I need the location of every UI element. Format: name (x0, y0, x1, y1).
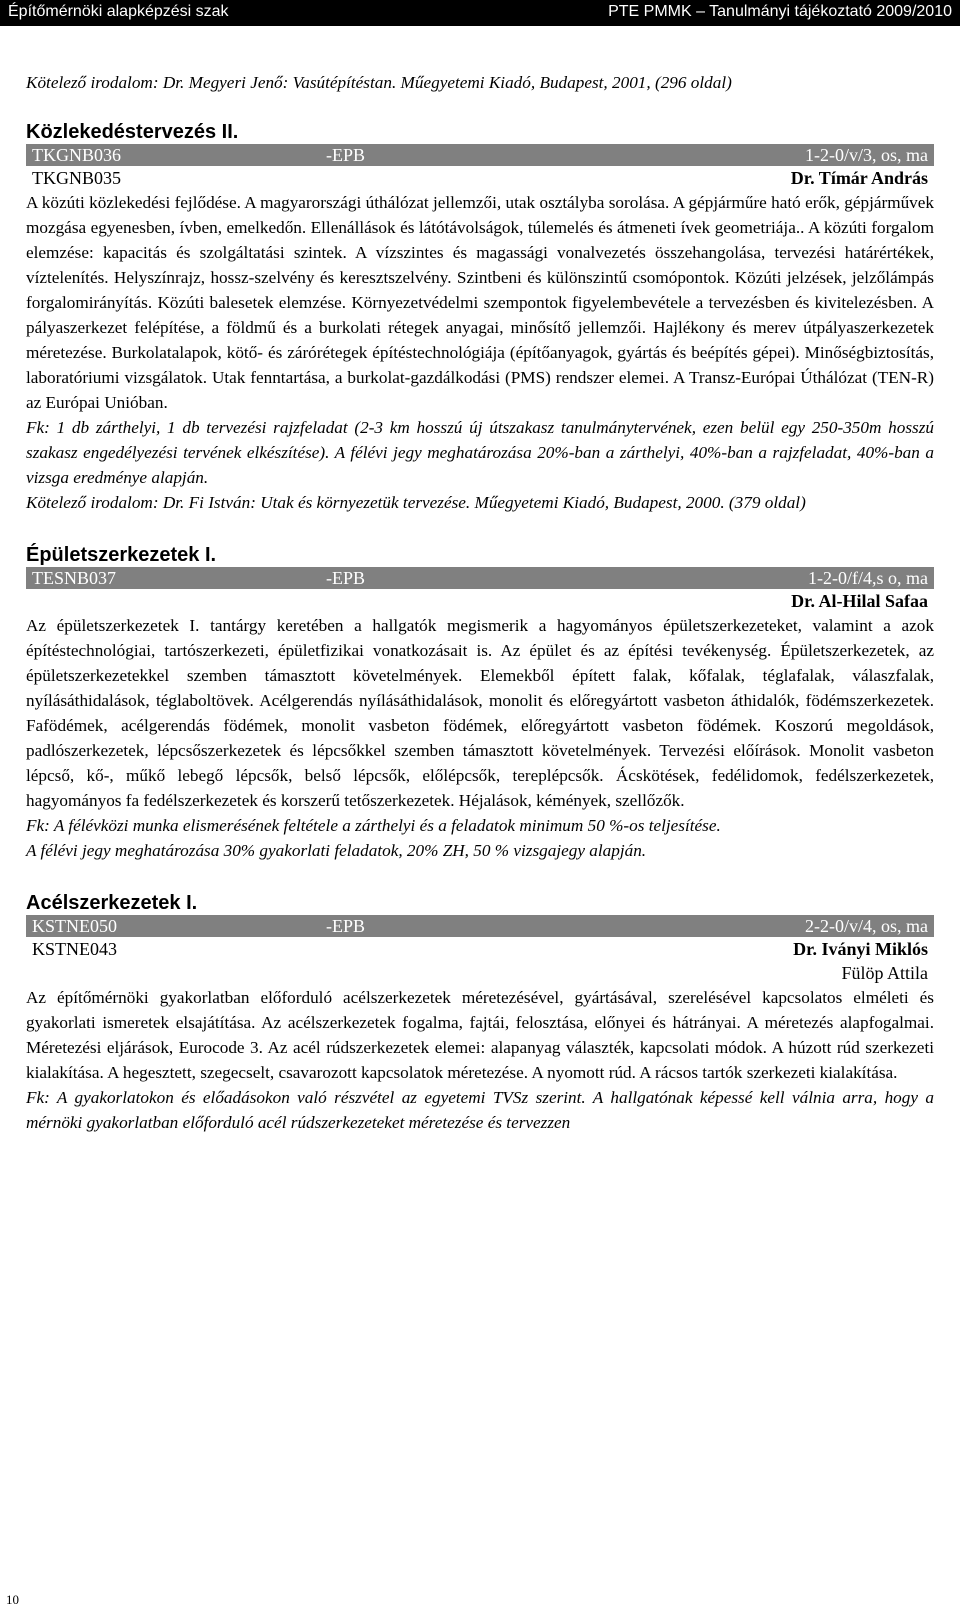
page-header (0, 0, 960, 26)
course-department: -EPB (326, 568, 366, 588)
course-code: KSTNE050 (32, 916, 117, 936)
course-department: -EPB (326, 916, 366, 936)
course-code-bar (26, 915, 934, 937)
course-required-reading: Kötelező irodalom: Dr. Fi István: Utak és környezetük tervezése. Műegyetemi Kiadó, Budapest, 2000. (379 oldal) (26, 493, 806, 512)
course-title: Épületszerkezetek I. (26, 544, 217, 566)
course-title: Közlekedéstervezés II. (26, 121, 239, 143)
course-sub-row-2 (26, 961, 934, 985)
course-description: Az épületszerkezetek I. tantárgy keretében a hallgatók megismerik a hagyományos épületszerkezeteket, valamint a azok építéstechnológiai, tartószerkezeti, épületfizikai vonatkozásait is. Az épület és az építési tevékenység. Épületszerkezetek, az épületszerkezetekkel szemben támasztott követelmények. Elemekből épített falak, kőfalak, téglafalak, válaszfalak, nyílásáthidalások, téglaboltövek. Acélgerendás nyílásáthidalások, monolit és előregyártott vasbeton áthidalók, födémszerkezetek. Fafödémek, acélgerendás födémek, monolit vasbeton födémek, előregyártott vasbeton födémek. Koszorú megoldások, padlószerkezetek, lépcsőszerkezetek és lépcsőkkel szemben támasztott követelmények. Tervezési előírások. Monolit vasbeton lépcső, kő-, műkő lebegő lépcsők, belső lépcsők, előlépcsők, tereplépcsők. Ácskötések, fedélidomok, fedélszerkezetek, hagyományos fa fedélszerkezetek és korszerű tetőszerkezetek. Héjalások, kémények, szellőzők. (26, 616, 934, 810)
course-credits: 1-2-0/v/3, os, ma (805, 145, 928, 165)
course-requirements: Fk: 1 db zárthelyi, 1 db tervezési rajzfeladat (2-3 km hosszú új útszakasz tanulmánytervének, ezen belül egy 250-350m hosszú szakasz engedélyezési tervének elkészítése). A félévi jegy meghatározása 20%-ban a zárthelyi, 40%-ban a rajzfeladat, 40%-ban a vizsga eredménye alapján. (26, 418, 934, 487)
course-grading: A félévi jegy meghatározása 30% gyakorlati feladatok, 20% ZH, 50 % vizsgajegy alapján. (26, 841, 647, 860)
header-publication: PTE PMMK – Tanulmányi tájékoztató 2009/2010 (608, 3, 952, 20)
course-code: TESNB037 (32, 568, 117, 588)
course-code-bar (26, 567, 934, 589)
course-acelszerkezetek (0, 891, 960, 1135)
course-credits: 2-2-0/v/4, os, ma (805, 916, 928, 936)
course-kozlekedestervezes (0, 120, 960, 515)
course-department: -EPB (326, 145, 366, 165)
course-lecturer: Dr. Tímár András (790, 168, 928, 188)
course-code: TKGNB036 (32, 145, 121, 165)
course-code-bar (26, 144, 934, 166)
course-description: A közúti közlekedési fejlődése. A magyarországi úthálózat jellemzői, utak osztályba sorolása. A gépjárműre ható erők, gépjárművek mozgása egyenesben, ívben, emelkedőn. Ellenállások és látótávolságok, túlemelés és átmeneti ívek geometriája.. A közúti forgalom elemzése: kapacitás és szolgáltatási szintek. A vízszintes és magassági vonalvezetés összehangolása, tervezési határértékek, víztelenítés. Helyszínrajz, hossz-szelvény és keresztszelvény. Szintbeni és különszintű csomópontok. Közúti jelzések, jelzőlámpás forgalomirányítás. Közúti balesetek elemzése. Környezetvédelmi szempontok figyelembevétele a tervezésben és kivitelezésben. A pályaszerkezet felépítése, a földmű és a burkolati rétegek anyagai, minősítő jellemzői. Hajlékony és merev útpályaszerkezetek méretezése. Burkolatalapok, kötő- és zárórétegek építéstechnológiája (építőanyagok, gyártás és beépítés gépei). Minőségbiztosítás, laboratóriumi vizsgálatok. Utak fenntartása, a burkolat-gazdálkodási (PMS) rendszer elemei. A Transz-Európai Úthálózat (TEN-R) az Európai Unióban. (26, 193, 934, 412)
course-credits: 1-2-0/f/4,s o, ma (808, 568, 928, 588)
page-content (0, 70, 960, 1135)
course-description: Az építőmérnöki gyakorlatban előforduló acélszerkezetek méretezésével, gyártásával, szerelésével kapcsolatos elméleti és gyakorlati ismeretek elsajátítása. Az acélszerkezetek fogalma, fajtái, felosztása, előnyei és hátrányai. A méretezés alapfogalmai. Méretezési eljárások, Eurocode 3. Az acél rúdszerkezetek elemei: alapanyag választék, kapcsolati módok. A húzott rúd szerkezeti kialakítása. A hegesztett, szegecselt, csavarozott kapcsolatok méretezése. A nyomott rúd. A rácsos tartók szerkezeti kialakítása. (26, 988, 934, 1082)
course-requirements: Fk: A gyakorlatokon és előadásokon való részvétel az egyetemi TVSz szerint. A hallgatónak képessé kell válnia arra, hogy a mérnöki gyakorlatban előforduló acél rúdszerkezeteket méretezése és tervezzen (26, 1088, 934, 1132)
course-sub-row (26, 166, 934, 190)
course-co-lecturer: Fülöp Attila (841, 963, 928, 983)
intro-required-reading: Kötelező irodalom: Dr. Megyeri Jenő: Vasútépítéstan. Műegyetemi Kiadó, Budapest, 2001, (296 oldal) (26, 73, 732, 92)
course-sub-row (26, 937, 934, 961)
course-title: Acélszerkezetek I. (26, 892, 198, 914)
course-lecturer: Dr. Iványi Miklós (793, 939, 928, 959)
course-sub-row (26, 589, 934, 613)
page-number: 10 (6, 1592, 19, 1607)
course-prerequisite: TKGNB035 (32, 168, 121, 188)
course-epuletszerkezetek (0, 543, 960, 863)
course-requirements: Fk: A félévközi munka elismerésének feltétele a zárthelyi és a feladatok minimum 50 %-os teljesítése. (26, 816, 721, 835)
course-lecturer: Dr. Al-Hilal Safaa (791, 591, 928, 611)
header-program: Építőmérnöki alapképzési szak (8, 3, 229, 20)
course-prerequisite: KSTNE043 (32, 939, 117, 959)
